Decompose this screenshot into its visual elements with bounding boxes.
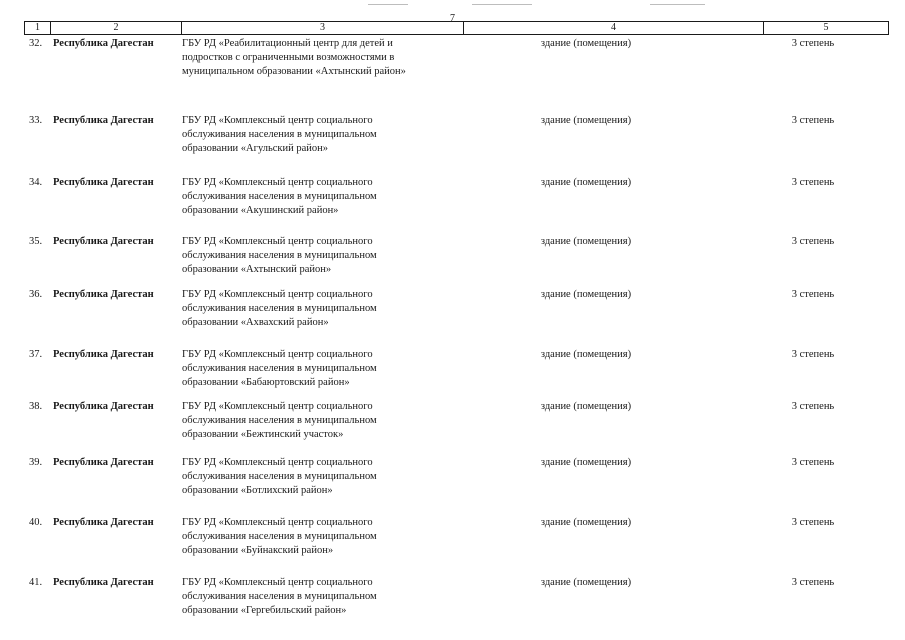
object-cell: здание (помещения)	[540, 577, 632, 588]
degree-cell: 3 степень	[791, 38, 835, 49]
row-number: 33.	[29, 115, 43, 126]
object-cell: здание (помещения)	[540, 177, 632, 188]
column-header: 2	[51, 22, 182, 34]
row-number: 34.	[29, 177, 43, 188]
degree-cell: 3 степень	[791, 177, 835, 188]
object-cell: здание (помещения)	[540, 457, 632, 468]
column-header: 3	[182, 22, 464, 34]
column-header: 5	[823, 22, 829, 33]
region-cell: Республика Дагестан	[53, 349, 154, 360]
row-number: 32.	[29, 38, 43, 49]
row-number: 41.	[29, 577, 43, 588]
row-number: 36.	[29, 289, 43, 300]
scan-artifact	[472, 4, 532, 5]
degree-cell: 3 степень	[791, 115, 835, 126]
column-header-row	[24, 21, 889, 35]
region-cell: Республика Дагестан	[53, 177, 154, 188]
degree-cell: 3 степень	[791, 349, 835, 360]
organization-cell: ГБУ РД «Комплексный центр социального обслуживания населения в муниципальном образовании «Ахвахский район»	[182, 289, 377, 328]
row-number: 35.	[29, 236, 43, 247]
degree-cell: 3 степень	[791, 457, 835, 468]
region-cell: Республика Дагестан	[53, 38, 154, 49]
degree-cell: 3 степень	[791, 517, 835, 528]
object-cell: здание (помещения)	[540, 115, 632, 126]
organization-cell: ГБУ РД «Комплексный центр социального обслуживания населения в муниципальном образовании «Бежтинский участок»	[182, 401, 377, 440]
column-header: 4	[464, 22, 764, 34]
region-cell: Республика Дагестан	[53, 577, 154, 588]
region-cell: Республика Дагестан	[53, 115, 154, 126]
region-cell: Республика Дагестан	[53, 457, 154, 468]
column-header: 1	[25, 22, 51, 34]
region-cell: Республика Дагестан	[53, 401, 154, 412]
degree-cell: 3 степень	[791, 289, 835, 300]
row-number: 39.	[29, 457, 43, 468]
row-number: 37.	[29, 349, 43, 360]
degree-cell: 3 степень	[791, 577, 835, 588]
object-cell: здание (помещения)	[540, 289, 632, 300]
region-cell: Республика Дагестан	[53, 289, 154, 300]
organization-cell: ГБУ РД «Реабилитационный центр для детей и подростков с ограниченными возможностями в муниципальном образовании «Ахтынский район»	[182, 38, 406, 77]
object-cell: здание (помещения)	[540, 401, 632, 412]
object-cell: здание (помещения)	[540, 517, 632, 528]
object-cell: здание (помещения)	[540, 236, 632, 247]
object-cell: здание (помещения)	[540, 349, 632, 360]
organization-cell: ГБУ РД «Комплексный центр социального обслуживания населения в муниципальном образовании «Агульский район»	[182, 115, 377, 154]
row-number: 38.	[29, 401, 43, 412]
scan-artifact	[650, 4, 705, 5]
page-number: 7	[450, 13, 455, 24]
organization-cell: ГБУ РД «Комплексный центр социального обслуживания населения в муниципальном образовании «Гергебильский район»	[182, 577, 377, 616]
row-number: 40.	[29, 517, 43, 528]
degree-cell: 3 степень	[791, 401, 835, 412]
object-cell: здание (помещения)	[540, 38, 632, 49]
organization-cell: ГБУ РД «Комплексный центр социального обслуживания населения в муниципальном образовании «Акушинский район»	[182, 177, 377, 216]
scan-artifact	[368, 4, 408, 5]
region-cell: Республика Дагестан	[53, 236, 154, 247]
degree-cell: 3 степень	[791, 236, 835, 247]
organization-cell: ГБУ РД «Комплексный центр социального обслуживания населения в муниципальном образовании «Ахтынский район»	[182, 236, 377, 275]
region-cell: Республика Дагестан	[53, 517, 154, 528]
organization-cell: ГБУ РД «Комплексный центр социального обслуживания населения в муниципальном образовании «Бабаюртовский район»	[182, 349, 377, 388]
organization-cell: ГБУ РД «Комплексный центр социального обслуживания населения в муниципальном образовании «Ботлихский район»	[182, 457, 377, 496]
organization-cell: ГБУ РД «Комплексный центр социального обслуживания населения в муниципальном образовании «Буйнакский район»	[182, 517, 377, 556]
